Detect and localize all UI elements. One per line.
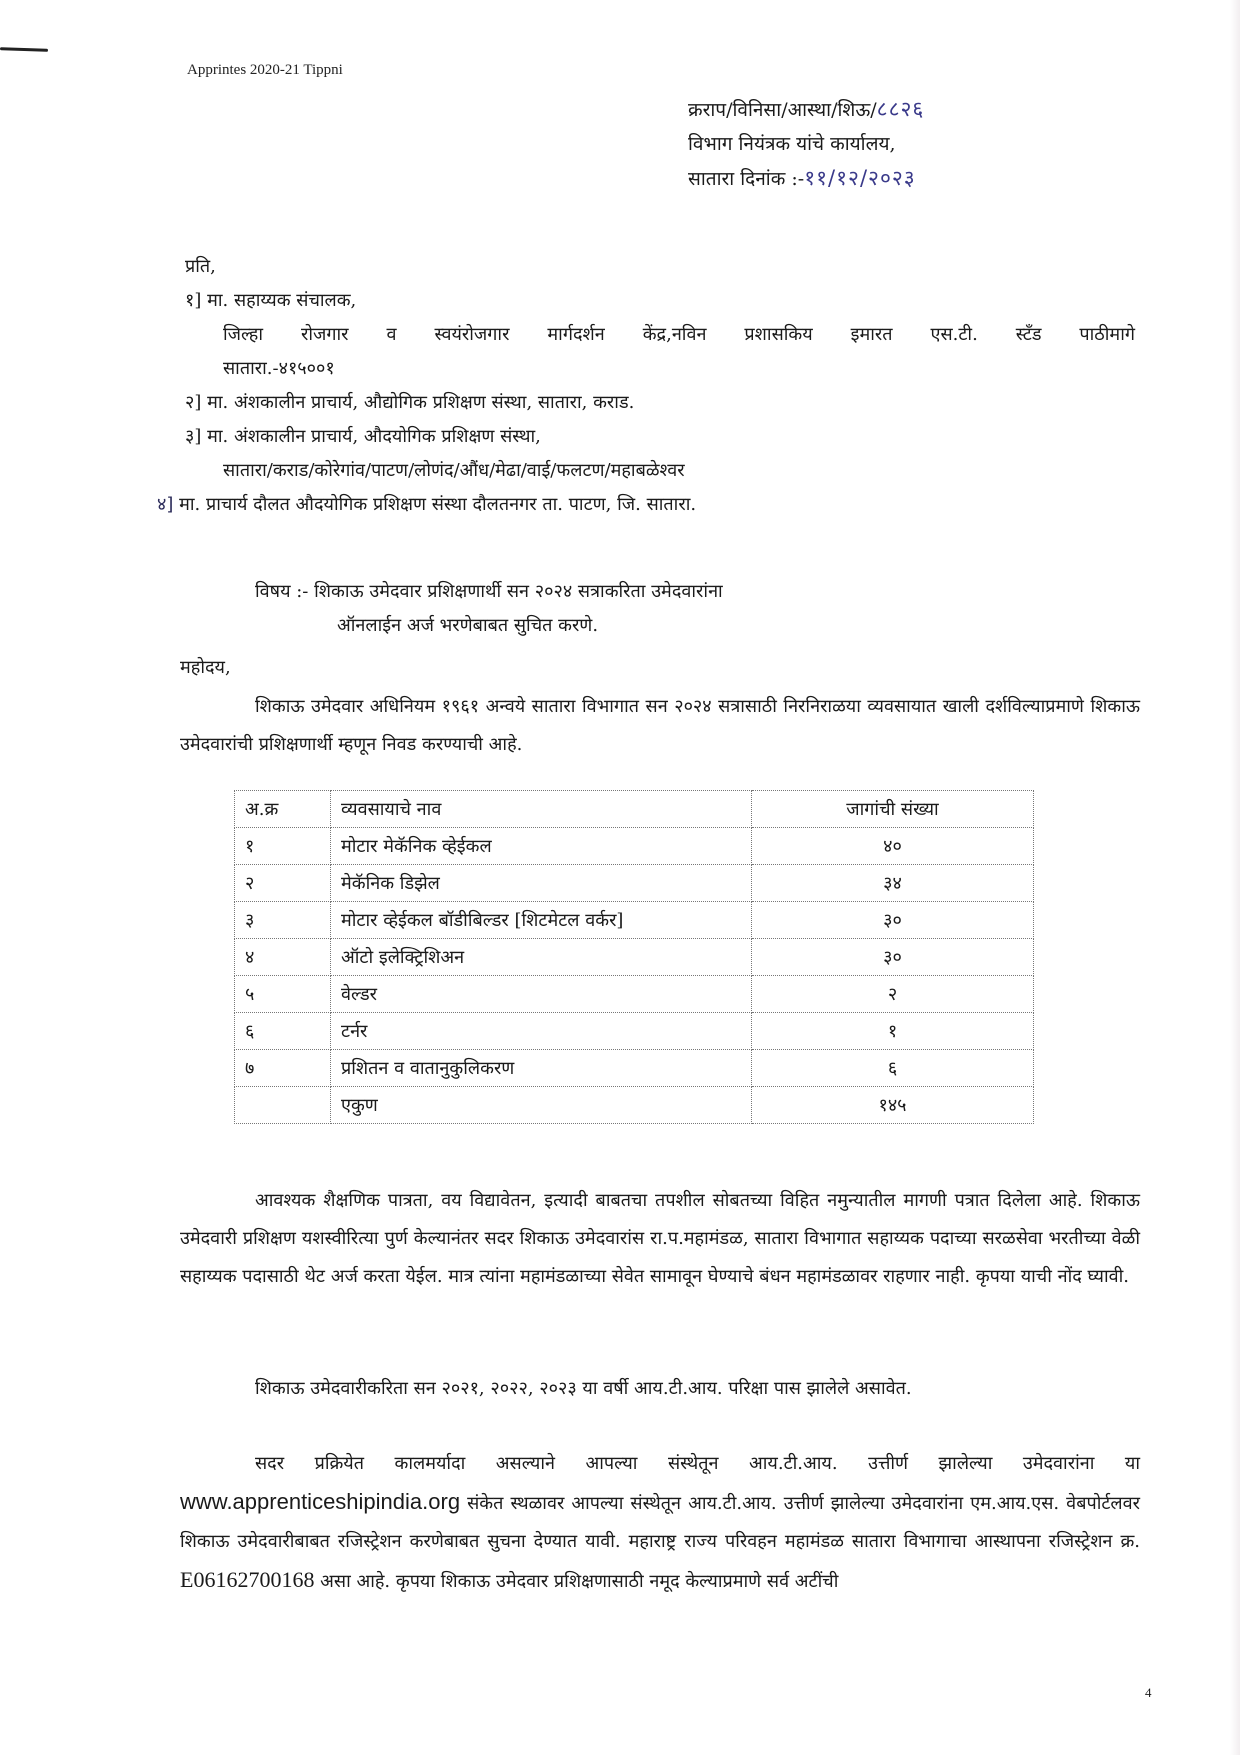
registration-number: E06162700168 <box>180 1567 315 1592</box>
paragraph-4: सदर प्रक्रियेत कालमर्यादा असल्याने आपल्या संस्थेतून आय.टी.आय. उत्तीर्ण झालेल्या उमेदवारांना या www.apprenticeshipindia.org संकेत स्थळावर आपल्या संस्थेतून आय.टी.आय. उत्तीर्ण झालेल्या उमेदवारांना एम.आय.एस. वेबपोर्टलवर शिकाऊ उमेदवारीबाबत रजिस्ट्रेशन करणेबाबत सुचना देण्यात यावी. महाराष्ट्र राज्य परिवहन महामंडळ सातारा विभागाचा आस्थापना रजिस्ट्रेशन क्र. E06162700168 असा आहे. कृपया शिकाऊ उमेदवार प्रशिक्षणासाठी नमूद केल्याप्रमाणे सर्व अटींची <box>180 1453 1140 1592</box>
header-note: Apprintes 2020-21 Tippni <box>187 62 343 78</box>
website-link[interactable]: www.apprenticeshipindia.org <box>180 1489 461 1514</box>
subject-line-2: ऑनलाईन अर्ज भरणेबाबत सुचित करणे. <box>337 615 599 636</box>
scan-edge-shadow <box>1230 0 1240 1755</box>
recipient-1-address: जिल्हा रोजगार व स्वयंरोजगार मार्गदर्शन केंद्र,नविन प्रशासकिय इमारत एस.टी. स्टॅंड पाठीमागे <box>223 324 1135 345</box>
paragraph-1: शिकाऊ उमेदवार अधिनियम १९६१ अन्वये सातारा विभागात सन २०२४ सत्रासाठी निरनिराळया व्यवसायात खाली दर्शविल्याप्रमाणे शिकाऊ उमेदवारांची प्रशिक्षणार्थी म्हणून निवड करण्याची आहे. <box>180 696 1140 755</box>
recipient-4: ४] मा. प्राचार्य दौलत औदयोगिक प्रशिक्षण संस्था दौलतनगर ता. पाटण, जि. सातारा. <box>157 494 697 515</box>
page-number: 4 <box>1145 1685 1152 1700</box>
to-label: प्रति, <box>185 256 216 277</box>
table-row: २ मेकॅनिक डिझेल ३४ <box>235 865 1034 902</box>
reference-block <box>688 92 924 196</box>
header-seat-count: जागांची संख्या <box>752 791 1034 828</box>
subject-line-1: विषय :- शिकाऊ उमेदवार प्रशिक्षणार्थी सन २०२४ सत्राकरिता उमेदवारांना <box>255 581 723 602</box>
reference-number: क्रराप/विनिसा/आस्था/शिऊ/८८२६ <box>688 97 925 121</box>
recipients-block <box>157 250 1135 522</box>
table-total-row: एकुण १४५ <box>235 1087 1034 1124</box>
recipient-3-locations: सातारा/कराड/कोरेगांव/पाटण/लोणंद/औंध/मेढा/वाई/फलटण/महाबळेश्वर <box>223 460 685 481</box>
table-row: ६ टर्नर १ <box>235 1013 1034 1050</box>
table-row: ७ प्रशितन व वातानुकुलिकरण ६ <box>235 1050 1034 1087</box>
trades-table <box>234 790 1034 1124</box>
header-trade-name: व्यवसायाचे नाव <box>331 791 752 828</box>
table-row: ४ ऑटो इलेक्ट्रिशिअन ३० <box>235 939 1034 976</box>
salutation: महोदय, <box>180 657 231 678</box>
paragraph-3: शिकाऊ उमेदवारीकरिता सन २०२१, २०२२, २०२३ या वर्षी आय.टी.आय. परिक्षा पास झालेले असावेत. <box>255 1378 912 1399</box>
office-name: विभाग नियंत्रक यांचे कार्यालय, <box>688 133 896 155</box>
table-row: ५ वेल्डर २ <box>235 976 1034 1013</box>
letter-date: सातारा दिनांक :-११/१२/२०२३ <box>688 166 916 190</box>
recipient-1-city: सातारा.-४१५००१ <box>223 358 335 379</box>
pen-mark <box>0 47 48 52</box>
subject-block <box>255 575 723 643</box>
header-serial: अ.क्र <box>235 791 331 828</box>
recipient-1: १] मा. सहाय्यक संचालक, <box>185 290 357 311</box>
recipient-2: २] मा. अंशकालीन प्राचार्य, औद्योगिक प्रशिक्षण संस्था, सातारा, कराड. <box>185 392 635 413</box>
handwritten-number: ८८२६ <box>876 97 925 121</box>
paragraph-2: आवश्यक शैक्षणिक पात्रता, वय विद्यावेतन, इत्यादी बाबतचा तपशील सोबतच्या विहित नमुन्यातील मागणी पत्रात दिलेला आहे. शिकाऊ उमेदवारी प्रशिक्षण यशस्वीरित्या पुर्ण केल्यानंतर सदर शिकाऊ उमेदवारांस रा.प.महामंडळ, सातारा विभागात सहाय्यक पदाच्या सरळसेवा भरतीच्या वेळी सहाय्यक पदासाठी थेट अर्ज करता येईल. मात्र त्यांना महामंडळाच्या सेवेत सामावून घेण्याचे बंधन महामंडळावर राहणार नाही. कृपया याची नोंद घ्यावी. <box>180 1190 1140 1287</box>
table-row: ३ मोटार व्हेईकल बॉडीबिल्डर [शिटमेटल वर्कर] ३० <box>235 902 1034 939</box>
table-row: १ मोटार मेकॅनिक व्हेईकल ४० <box>235 828 1034 865</box>
handwritten-date: ११/१२/२०२३ <box>804 166 916 190</box>
recipient-3: ३] मा. अंशकालीन प्राचार्य, औदयोगिक प्रशिक्षण संस्था, <box>185 426 541 447</box>
handwritten-number-4: ४] <box>157 494 174 515</box>
table-header-row <box>235 791 1034 828</box>
